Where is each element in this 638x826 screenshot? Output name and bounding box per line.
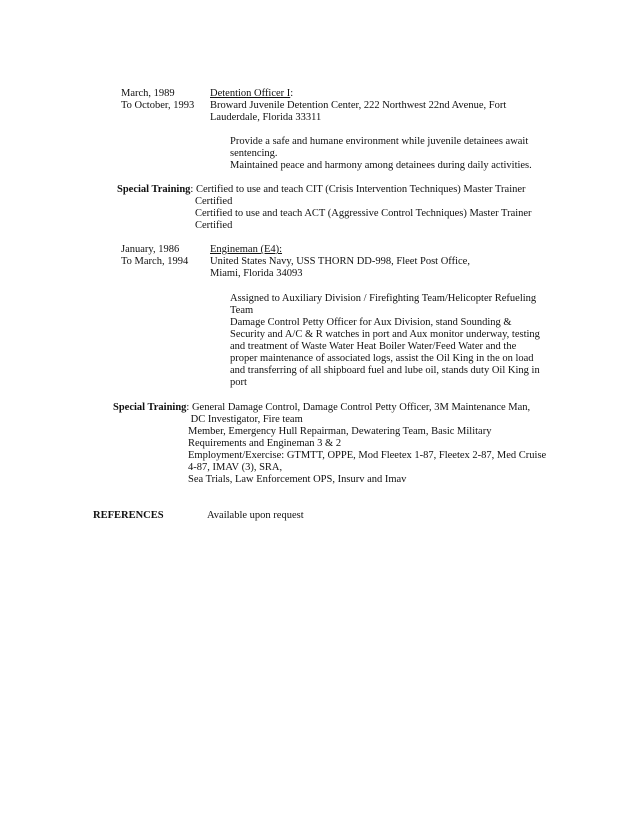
training2-line: Employment/Exercise: GTMTT, OPPE, Mod Fleetex 1-87, Fleetex 2-87, Med Cruise — [188, 450, 547, 461]
job2-duty-line: and transferring of all shipboard fuel and lube oil, stands duty Oil King in — [230, 365, 540, 376]
references-heading: REFERENCES — [93, 510, 164, 521]
training1-line3: Certified to use and teach ACT (Aggressive Control Techniques) Master Trainer — [195, 208, 532, 219]
job1-employer-line2: Lauderdale, Florida 33311 — [210, 112, 322, 123]
job1-title-suffix: : — [290, 88, 294, 99]
training2-line: Sea Trials, Law Enforcement OPS, Insurv and Imav — [188, 474, 407, 485]
job2-date-to: To March, 1994 — [121, 256, 189, 267]
job1-title: Detention Officer I — [210, 88, 291, 99]
job2-duty-line: port — [230, 377, 247, 388]
training2-line1-row — [113, 402, 530, 414]
training2-line: 4-87, IMAV (3), SRA, — [188, 462, 283, 473]
references-value: Available upon request — [207, 510, 304, 521]
job1-date-to: To October, 1993 — [121, 100, 195, 111]
job2-duty-line: proper maintenance of associated logs, assist the Oil King in the on load — [230, 353, 534, 364]
job1-duty1-line2: sentencing. — [230, 148, 278, 159]
job1-employer-line1: Broward Juvenile Detention Center, 222 Northwest 22nd Avenue, Fort — [210, 100, 507, 111]
job1-duty1-line1: Provide a safe and humane environment while juvenile detainees await — [230, 136, 529, 147]
job2-duty-line: Security and A/C & R watches in port and Aux monitor underway, testing — [230, 329, 540, 340]
training2-line1: General Damage Control, Damage Control Petty Officer, 3M Maintenance Man, — [191, 402, 531, 413]
training2-line: Requirements and Engineman 3 & 2 — [188, 438, 342, 449]
training1-line1: Certified to use and teach CIT (Crisis Intervention Techniques) Master Trainer — [195, 184, 526, 195]
training1-colon: : — [190, 184, 196, 195]
training2-line: Member, Emergency Hull Repairman, Dewatering Team, Basic Military — [188, 426, 492, 437]
job2-duty-line: Team — [230, 305, 254, 316]
training2-colon: : — [186, 402, 192, 413]
training1-line2: Certified — [195, 196, 233, 207]
training1-label: Special Training — [117, 184, 191, 195]
training1-line4: Certified — [195, 220, 233, 231]
job2-date-from: January, 1986 — [121, 244, 180, 255]
training2-label: Special Training — [113, 402, 187, 413]
job2-duty-line: and treatment of Waste Water Heat Boiler Water/Feed Water and the — [230, 341, 517, 352]
job2-employer-line1: United States Navy, USS THORN DD-998, Fleet Post Office, — [210, 256, 470, 267]
job2-duty-line: Damage Control Petty Officer for Aux Division, stand Sounding & — [230, 317, 512, 328]
job1-duty2: Maintained peace and harmony among detainees during daily activities. — [230, 160, 532, 171]
job2-title: Engineman (E4): — [210, 244, 283, 255]
job1-title-line — [210, 88, 293, 100]
training1-line1-row — [117, 184, 526, 196]
training2-line: DC Investigator, Fire team — [188, 414, 303, 425]
job2-employer-line2: Miami, Florida 34093 — [210, 268, 303, 279]
job2-duty-line: Assigned to Auxiliary Division / Firefighting Team/Helicopter Refueling — [230, 293, 537, 304]
job1-date-from: March, 1989 — [121, 88, 175, 99]
